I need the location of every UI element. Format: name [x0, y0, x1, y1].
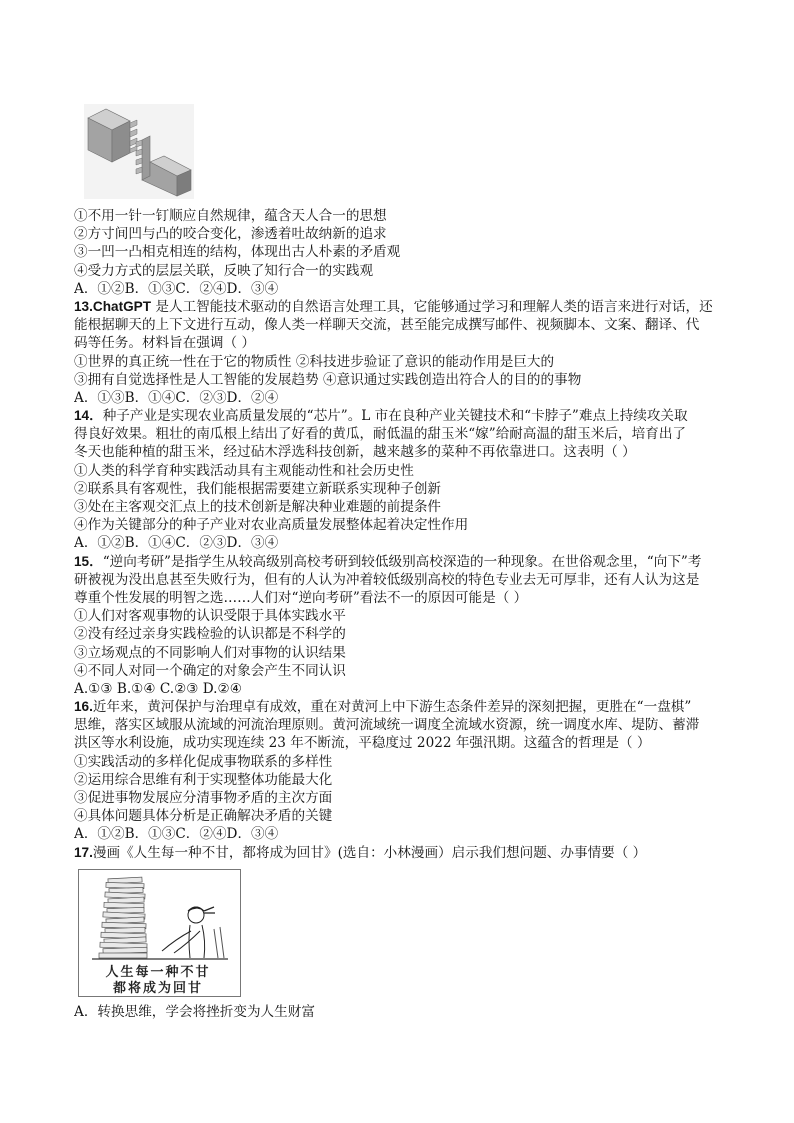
- joint-illustration: [84, 104, 194, 199]
- q16-statement-2: ②运用综合思维有利于实现整体功能最大化: [74, 771, 333, 788]
- q15-statement-4: ④不同人对同一个确定的对象会产生不同认识: [74, 662, 346, 679]
- q16-stem-line-3: 洪区等水利设施，成功实现连续 23 年不断流，平稳度过 2022 年强汛期。这蕴含的哲理是（ ）: [74, 735, 651, 752]
- q14-number: 14．: [74, 408, 103, 424]
- q14-stem-line-3: 冬天也能种植的甜玉米，经过砧木浮选科技创新，越来越多的菜种不再依靠进口。这表明（ ）: [74, 444, 636, 461]
- q13-stem-line-3: 码等任务。材料旨在强调（ ）: [74, 335, 256, 352]
- q14-stem-line-1: [74, 407, 734, 425]
- q13-statements-line-2: ③拥有自觉选择性是人工智能的发展趋势 ④意识通过实践创造出符合人的目的的事物: [74, 371, 582, 388]
- q16-statement-3: ③促进事物发展应分清事物矛盾的主次方面: [74, 790, 333, 806]
- q13-stem-text-1: 是人工智能技术驱动的自然语言处理工具，它能够通过学习和理解人类的语言来进行对话，还: [151, 298, 713, 315]
- q13-stem-line-1: [74, 298, 734, 316]
- q14-statement-2: ②联系具有客观性，我们能根据需要建立新联系实现种子创新: [74, 480, 442, 497]
- cartoon-illustration: [78, 869, 241, 997]
- q16-statement-4: ④具体问题具体分析是正确解决矛盾的关键: [74, 808, 333, 825]
- q15-stem-line-3: 尊重个性发展的明智之选……人们对“逆向考研”看法不一的原因可能是（ ）: [74, 589, 528, 606]
- q15-statement-3: ③立场观点的不同影响人们对事物的认识结果: [74, 644, 346, 661]
- q12-statement-4: ④受力方式的层层关联，反映了知行合一的实践观: [74, 262, 374, 279]
- q13-choices: A．①③B．①④C．②③D．②④: [74, 389, 279, 406]
- q15-choices: A.①③ B.①④ C.②③ D.②④: [74, 680, 242, 697]
- q16-stem-line-1: [74, 698, 734, 716]
- q12-choices: A．①②B．①③C．②④D．③④: [74, 280, 279, 297]
- cartoon-person-with-paper-stack-image: [78, 869, 241, 997]
- q15-stem-text-1: “逆向考研”是指学生从较高级别高校考研到较低级别高校深造的一种现象。在世俗观念里，“向下”考: [102, 553, 702, 570]
- q13-stem-line-2: 能根据聊天的上下文进行互动，像人类一样聊天交流，甚至能完成撰写邮件、视频脚本、文案、翻译、代: [74, 317, 700, 334]
- q14-statement-3: ③处在主客观交汇点上的技术创新是解决种业难题的前提条件: [74, 499, 442, 515]
- mortise-tenon-joint-image: [84, 104, 194, 199]
- q15-stem-line-1: [74, 553, 734, 571]
- q12-statement-3: ③一凹一凸相克相连的结构，体现出古人朴素的矛盾观: [74, 244, 401, 261]
- cartoon-caption-line-1: 人生每一种不甘: [105, 964, 211, 980]
- q16-number: 16.: [74, 699, 93, 715]
- q15-stem-line-2: 研被视为没出息甚至失败行为，但有的人认为冲着较低级别高校的特色专业去无可厚非，还有人认为这是: [74, 571, 700, 588]
- q14-statement-1: ①人类的科学育种实践活动具有主观能动性和社会历史性: [74, 462, 414, 479]
- q16-statement-1: ①实践活动的多样化促成事物联系的多样性: [74, 753, 333, 770]
- q17-number: 17.: [74, 844, 93, 860]
- cartoon-caption-line-2: 都将成为回甘: [112, 980, 204, 996]
- q14-statement-4: ④作为关键部分的种子产业对农业高质量发展整体起着决定性作用: [74, 517, 469, 534]
- q16-stem-line-2: 思维，落实区域服从流域的河流治理原则。黄河流域统一调度全流域水资源，统一调度水库、堤防、蓄滞: [74, 717, 700, 734]
- q15-statement-2: ②没有经过亲身实践检验的认识都是不科学的: [74, 626, 346, 643]
- q16-stem-text-1: 近年来，黄河保护与治理卓有成效，重在对黄河上中下游生态条件差异的深刻把握，更胜在“一盘棋”: [92, 699, 692, 716]
- q14-choices: A．①②B．①④C．②③D．③④: [74, 535, 279, 552]
- q15-number: 15．: [74, 553, 103, 569]
- q12-statement-1: ①不用一针一钉顺应自然规律，蕴含天人合一的思想: [74, 208, 387, 224]
- q17-choice-a: A．转换思维，学会将挫折变为人生财富: [74, 1003, 315, 1020]
- q17-stem-text-1: 漫画《人生每一种不甘，都将成为回甘》(选自：小林漫画）启示我们想问题、办事情要（ ）: [92, 844, 647, 861]
- q16-choices: A．①②B．①③C．②④D．③④: [74, 826, 279, 843]
- q12-statement-2: ②方寸间凹与凸的咬合变化，渗透着吐故纳新的追求: [74, 226, 387, 243]
- question-text-block: [74, 207, 734, 1021]
- q17-stem-line-1: [74, 844, 734, 862]
- q14-stem-text-1: 种子产业是实现农业高质量发展的“芯片”。L 市在良种产业关键技术和“卡脖子”难点上持续攻关取: [102, 408, 688, 425]
- q13-number: 13.ChatGPT: [74, 298, 152, 314]
- q13-statements-line-1: ①世界的真正统一性在于它的物质性 ②科技进步验证了意识的能动作用是巨大的: [74, 353, 555, 370]
- q15-statement-1: ①人们对客观事物的认识受限于具体实践水平: [74, 608, 346, 625]
- q14-stem-line-2: 得良好效果。粗壮的南瓜根上结出了好看的黄瓜，耐低温的甜玉米“嫁”给耐高温的甜玉米后，培育出了: [74, 426, 687, 443]
